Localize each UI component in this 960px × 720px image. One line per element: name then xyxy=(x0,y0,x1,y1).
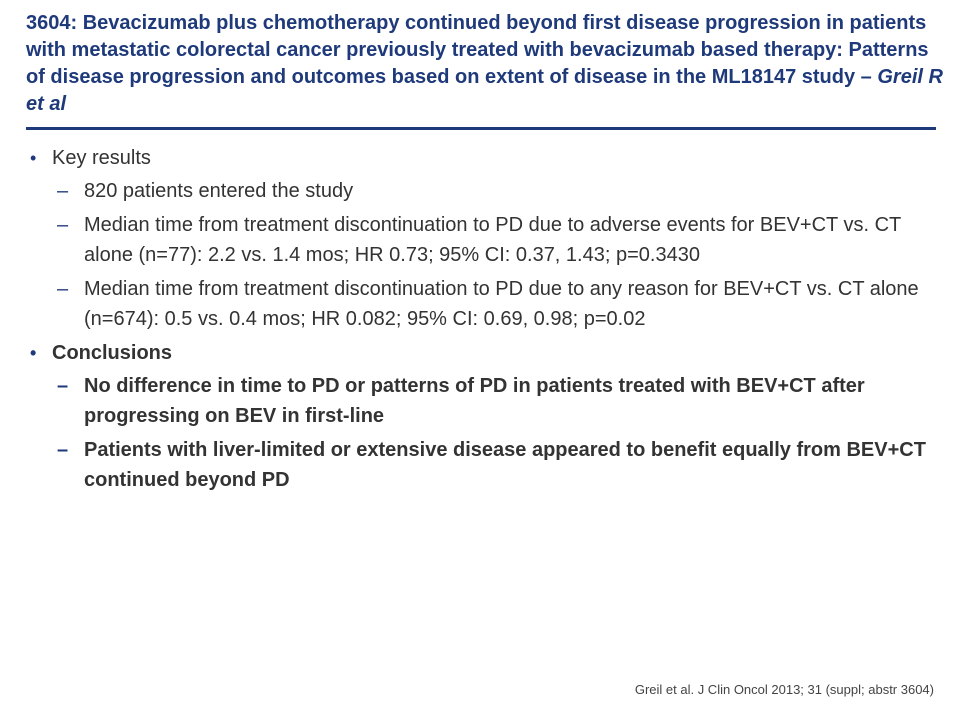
dash-icon: – xyxy=(57,278,69,300)
conclusions-heading xyxy=(26,338,941,368)
citation-footer: Greil et al. J Clin Oncol 2013; 31 (suppl; abstr 3604) xyxy=(634,682,934,697)
key-result-item-text: 820 patients entered the study xyxy=(84,180,354,202)
bullet-dot-icon: • xyxy=(30,148,37,168)
conclusions-heading-text: Conclusions xyxy=(52,342,173,364)
dash-icon: – xyxy=(57,180,69,202)
conclusion-item-text: Patients with liver-limited or extensive disease appeared to benefit equally from BEV+CT continued beyond PD xyxy=(84,439,926,491)
key-result-item xyxy=(26,274,941,334)
key-result-item-text: Median time from treatment discontinuation to PD due to adverse events for BEV+CT vs. CT alone (n=77): 2.2 vs. 1.4 mos; HR 0.73; 95% CI: 0.37, 1.43; p=0.3430 xyxy=(84,214,901,266)
dash-icon: – xyxy=(57,375,69,397)
slide-title-authors: Greil R et al xyxy=(26,66,943,115)
conclusion-item-text: No difference in time to PD or patterns of PD in patients treated with BEV+CT after progressing on BEV in first-line xyxy=(84,375,865,427)
dash-icon: – xyxy=(57,439,69,461)
key-result-item xyxy=(26,176,941,206)
slide-title-text: 3604: Bevacizumab plus chemotherapy continued beyond first disease progression in patients with metastatic colorectal cancer previously treated with bevacizumab based therapy: Patterns of disease progression and outcomes based on extent of disease in the ML18147 study – xyxy=(26,12,929,88)
bullet-dot-icon: • xyxy=(30,343,37,363)
key-results-heading xyxy=(26,143,941,173)
title-divider xyxy=(26,127,936,130)
slide-body xyxy=(26,143,941,499)
conclusion-item xyxy=(26,371,941,431)
slide-title xyxy=(26,10,946,118)
conclusion-item xyxy=(26,435,941,495)
dash-icon: – xyxy=(57,214,69,236)
key-results-heading-text: Key results xyxy=(52,147,151,169)
key-result-item xyxy=(26,210,941,270)
key-result-item-text: Median time from treatment discontinuation to PD due to any reason for BEV+CT vs. CT alone (n=674): 0.5 vs. 0.4 mos; HR 0.082; 95% CI: 0.69, 0.98; p=0.02 xyxy=(84,278,919,330)
